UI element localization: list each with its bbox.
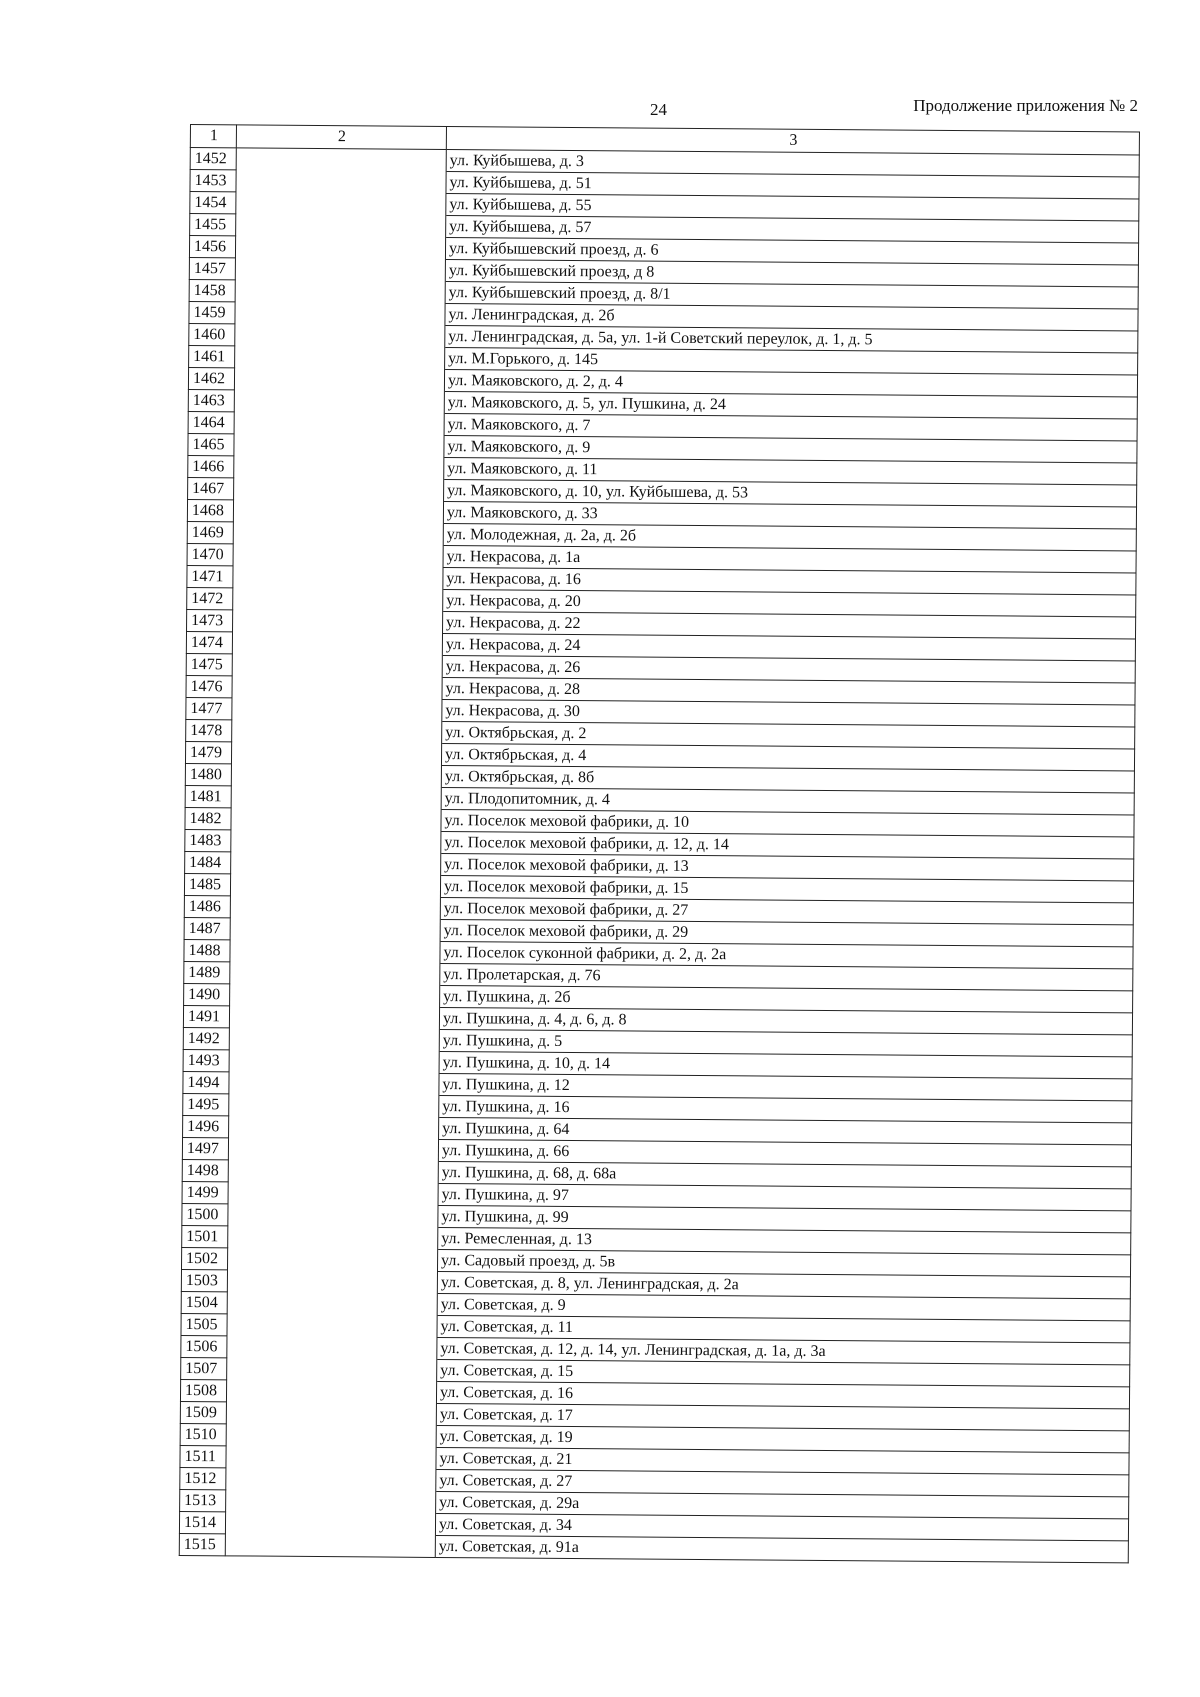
address-cell: ул. Пушкина, д. 97	[438, 1183, 1131, 1210]
address-cell: ул. Куйбышева, д. 57	[446, 216, 1139, 243]
address-cell: ул. Куйбышевский проезд, д. 6	[445, 238, 1138, 265]
row-number-cell: 1502	[182, 1247, 228, 1269]
empty-cell	[227, 1270, 437, 1294]
row-number-cell: 1454	[190, 192, 236, 214]
row-number-cell: 1486	[184, 895, 230, 917]
address-cell: ул. Советская, д. 17	[436, 1403, 1129, 1430]
row-number-cell: 1510	[180, 1423, 226, 1445]
page-number: 24	[650, 100, 667, 119]
column-header-2: 2	[236, 125, 446, 150]
address-cell: ул. Куйбышева, д. 3	[446, 150, 1139, 177]
empty-cell	[228, 1182, 438, 1206]
address-cell: ул. Советская, д. 9	[437, 1293, 1130, 1320]
address-cell: ул. Куйбышевский проезд, д 8	[445, 260, 1138, 287]
address-cell: ул. Маяковского, д. 5, ул. Пушкина, д. 24	[444, 392, 1137, 419]
row-number-cell: 1512	[180, 1467, 226, 1489]
empty-cell	[232, 676, 442, 700]
empty-cell	[229, 1116, 439, 1140]
row-number-cell: 1463	[188, 389, 234, 411]
row-number-cell: 1492	[183, 1027, 229, 1049]
empty-cell	[232, 654, 442, 678]
empty-cell	[234, 456, 444, 480]
row-number-cell: 1482	[185, 807, 231, 829]
row-number-cell: 1456	[189, 236, 235, 258]
empty-cell	[234, 412, 444, 436]
address-cell: ул. Советская, д. 8, ул. Ленинградская, д. 2а	[437, 1271, 1130, 1298]
empty-cell	[227, 1314, 437, 1338]
empty-cell	[235, 280, 445, 304]
address-cell: ул. Куйбышевский проезд, д. 8/1	[445, 282, 1138, 309]
address-cell: ул. Пушкина, д. 5	[439, 1029, 1132, 1056]
row-number-cell: 1489	[184, 961, 230, 983]
row-number-cell: 1496	[183, 1115, 229, 1137]
empty-cell	[235, 346, 445, 370]
row-number-cell: 1453	[190, 170, 236, 192]
row-number-cell: 1501	[182, 1225, 228, 1247]
row-number-cell: 1476	[186, 675, 232, 697]
address-cell: ул. Маяковского, д. 7	[444, 414, 1137, 441]
empty-cell	[226, 1402, 436, 1426]
address-cell: ул. Пушкина, д. 12	[439, 1073, 1132, 1100]
empty-cell	[227, 1336, 437, 1360]
address-cell: ул. Советская, д. 19	[436, 1425, 1129, 1452]
address-cell: ул. Советская, д. 91а	[435, 1535, 1128, 1562]
row-number-cell: 1485	[184, 873, 230, 895]
row-number-cell: 1506	[181, 1335, 227, 1357]
empty-cell	[231, 830, 441, 854]
row-number-cell: 1499	[182, 1181, 228, 1203]
empty-cell	[228, 1248, 438, 1272]
address-cell: ул. Советская, д. 12, д. 14, ул. Ленинградская, д. 1а, д. 3а	[437, 1337, 1130, 1364]
row-number-cell: 1455	[190, 214, 236, 236]
row-number-cell: 1474	[186, 631, 232, 653]
empty-cell	[235, 302, 445, 326]
empty-cell	[229, 1028, 439, 1052]
address-cell: ул. Поселок суконной фабрики, д. 2, д. 2а	[440, 941, 1133, 968]
row-number-cell: 1507	[181, 1357, 227, 1379]
empty-cell	[230, 940, 440, 964]
address-cell: ул. Советская, д. 27	[436, 1469, 1129, 1496]
address-cell: ул. Маяковского, д. 11	[444, 458, 1137, 485]
empty-cell	[236, 214, 446, 238]
row-number-cell: 1478	[186, 719, 232, 741]
address-cell: ул. Некрасова, д. 1а	[443, 546, 1136, 573]
empty-cell	[230, 962, 440, 986]
address-cell: ул. Пушкина, д. 4, д. 6, д. 8	[439, 1007, 1132, 1034]
empty-cell	[231, 764, 441, 788]
address-cell: ул. Октябрьская, д. 8б	[441, 765, 1134, 792]
address-cell: ул. Маяковского, д. 9	[444, 436, 1137, 463]
empty-cell	[230, 896, 440, 920]
row-number-cell: 1513	[180, 1489, 226, 1511]
appendix-continuation-label: Продолжение приложения № 2	[913, 96, 1138, 115]
address-cell: ул. Некрасова, д. 24	[442, 633, 1135, 660]
address-cell: ул. Пушкина, д. 66	[438, 1139, 1131, 1166]
row-number-cell: 1458	[189, 279, 235, 301]
empty-cell	[228, 1226, 438, 1250]
row-number-cell: 1514	[179, 1511, 225, 1533]
row-number-cell: 1505	[181, 1313, 227, 1335]
row-number-cell: 1459	[189, 301, 235, 323]
address-cell: ул. Некрасова, д. 30	[442, 699, 1135, 726]
empty-cell	[232, 632, 442, 656]
address-cell: ул. М.Горького, д. 145	[445, 348, 1138, 375]
empty-cell	[228, 1138, 438, 1162]
empty-cell	[228, 1160, 438, 1184]
row-number-cell: 1484	[185, 851, 231, 873]
row-number-cell: 1494	[183, 1071, 229, 1093]
empty-cell	[235, 258, 445, 282]
empty-cell	[226, 1446, 436, 1470]
row-number-cell: 1452	[190, 148, 236, 170]
row-number-cell: 1461	[189, 345, 235, 367]
row-number-cell: 1504	[181, 1291, 227, 1313]
row-number-cell: 1511	[180, 1445, 226, 1467]
address-cell: ул. Пушкина, д. 16	[439, 1095, 1132, 1122]
empty-cell	[232, 698, 442, 722]
row-number-cell: 1469	[187, 521, 233, 543]
address-cell: ул. Некрасова, д. 26	[442, 655, 1135, 682]
row-number-cell: 1500	[182, 1203, 228, 1225]
empty-cell	[233, 500, 443, 524]
row-number-cell: 1472	[187, 587, 233, 609]
address-cell: ул. Ремесленная, д. 13	[438, 1227, 1131, 1254]
address-cell: ул. Ленинградская, д. 2б	[445, 304, 1138, 331]
row-number-cell: 1464	[188, 411, 234, 433]
row-number-cell: 1490	[184, 983, 230, 1005]
row-number-cell: 1508	[180, 1379, 226, 1401]
address-cell: ул. Советская, д. 16	[436, 1381, 1129, 1408]
address-cell: ул. Некрасова, д. 16	[443, 568, 1136, 595]
empty-cell	[227, 1358, 437, 1382]
empty-cell	[231, 808, 441, 832]
row-number-cell: 1497	[182, 1137, 228, 1159]
row-number-cell: 1503	[181, 1269, 227, 1291]
address-cell: ул. Некрасова, д. 20	[443, 590, 1136, 617]
row-number-cell: 1460	[189, 323, 235, 345]
address-cell: ул. Советская, д. 34	[435, 1513, 1128, 1540]
address-cell: ул. Садовый проезд, д. 5в	[437, 1249, 1130, 1276]
row-number-cell: 1466	[188, 455, 234, 477]
row-number-cell: 1471	[187, 565, 233, 587]
empty-cell	[227, 1292, 437, 1316]
row-number-cell: 1487	[184, 917, 230, 939]
row-number-cell: 1495	[183, 1093, 229, 1115]
column-header-3: 3	[446, 127, 1139, 155]
empty-cell	[225, 1534, 435, 1558]
empty-cell	[234, 434, 444, 458]
address-cell: ул. Пушкина, д. 68, д. 68а	[438, 1161, 1131, 1188]
empty-cell	[229, 1006, 439, 1030]
empty-cell	[236, 192, 446, 216]
address-cell: ул. Пушкина, д. 2б	[440, 985, 1133, 1012]
row-number-cell: 1462	[188, 367, 234, 389]
empty-cell	[235, 324, 445, 348]
empty-cell	[232, 720, 442, 744]
empty-cell	[234, 390, 444, 414]
address-cell: ул. Пролетарская, д. 76	[440, 963, 1133, 990]
empty-cell	[230, 918, 440, 942]
column-header-1: 1	[190, 125, 236, 148]
empty-cell	[233, 566, 443, 590]
address-cell: ул. Поселок меховой фабрики, д. 13	[441, 853, 1134, 880]
empty-cell	[236, 148, 446, 172]
empty-cell	[229, 1050, 439, 1074]
address-table	[179, 124, 1140, 1563]
empty-cell	[234, 478, 444, 502]
address-cell: ул. Некрасова, д. 22	[443, 611, 1136, 638]
address-cell: ул. Пушкина, д. 10, д. 14	[439, 1051, 1132, 1078]
empty-cell	[235, 236, 445, 260]
address-cell: ул. Маяковского, д. 2, д. 4	[444, 370, 1137, 397]
address-cell: ул. Поселок меховой фабрики, д. 15	[440, 875, 1133, 902]
row-number-cell: 1479	[185, 741, 231, 763]
empty-cell	[231, 786, 441, 810]
address-cell: ул. Ленинградская, д. 5а, ул. 1-й Советский переулок, д. 1, д. 5	[445, 326, 1138, 353]
empty-cell	[231, 852, 441, 876]
empty-cell	[226, 1490, 436, 1514]
address-cell: ул. Маяковского, д. 10, ул. Куйбышева, д. 53	[444, 480, 1137, 507]
empty-cell	[226, 1380, 436, 1404]
row-number-cell: 1473	[187, 609, 233, 631]
address-cell: ул. Поселок меховой фабрики, д. 12, д. 14	[441, 831, 1134, 858]
row-number-cell: 1467	[188, 477, 234, 499]
row-number-cell: 1498	[182, 1159, 228, 1181]
address-cell: ул. Молодежная, д. 2а, д. 2б	[443, 524, 1136, 551]
address-cell: ул. Советская, д. 15	[437, 1359, 1130, 1386]
address-cell: ул. Поселок меховой фабрики, д. 27	[440, 897, 1133, 924]
address-cell: ул. Поселок меховой фабрики, д. 10	[441, 809, 1134, 836]
address-cell: ул. Куйбышева, д. 51	[446, 172, 1139, 199]
row-number-cell: 1470	[187, 543, 233, 565]
empty-cell	[229, 1094, 439, 1118]
empty-cell	[233, 610, 443, 634]
empty-cell	[233, 588, 443, 612]
address-table-body	[179, 125, 1139, 1563]
address-cell: ул. Поселок меховой фабрики, д. 29	[440, 919, 1133, 946]
empty-cell	[230, 874, 440, 898]
empty-cell	[226, 1424, 436, 1448]
address-cell: ул. Октябрьская, д. 4	[441, 743, 1134, 770]
empty-cell	[230, 984, 440, 1008]
row-number-cell: 1515	[179, 1533, 225, 1555]
row-number-cell: 1491	[183, 1005, 229, 1027]
row-number-cell: 1493	[183, 1049, 229, 1071]
address-cell: ул. Маяковского, д. 33	[443, 502, 1136, 529]
row-number-cell: 1475	[186, 653, 232, 675]
empty-cell	[225, 1512, 435, 1536]
address-cell: ул. Пушкина, д. 64	[439, 1117, 1132, 1144]
empty-cell	[233, 544, 443, 568]
row-number-cell: 1457	[189, 257, 235, 279]
empty-cell	[234, 368, 444, 392]
empty-cell	[226, 1468, 436, 1492]
row-number-cell: 1477	[186, 697, 232, 719]
empty-cell	[229, 1072, 439, 1096]
row-number-cell: 1465	[188, 433, 234, 455]
row-number-cell: 1468	[187, 499, 233, 521]
row-number-cell: 1488	[184, 939, 230, 961]
address-cell: ул. Плодопитомник, д. 4	[441, 787, 1134, 814]
empty-cell	[236, 170, 446, 194]
row-number-cell: 1509	[180, 1401, 226, 1423]
empty-cell	[228, 1204, 438, 1228]
empty-cell	[231, 742, 441, 766]
empty-cell	[233, 522, 443, 546]
row-number-cell: 1481	[185, 785, 231, 807]
address-cell: ул. Советская, д. 21	[436, 1447, 1129, 1474]
address-cell: ул. Советская, д. 29а	[436, 1491, 1129, 1518]
address-cell: ул. Некрасова, д. 28	[442, 677, 1135, 704]
row-number-cell: 1480	[185, 763, 231, 785]
address-cell: ул. Пушкина, д. 99	[438, 1205, 1131, 1232]
row-number-cell: 1483	[185, 829, 231, 851]
address-cell: ул. Советская, д. 11	[437, 1315, 1130, 1342]
address-cell: ул. Октябрьская, д. 2	[442, 721, 1135, 748]
address-cell: ул. Куйбышева, д. 55	[446, 194, 1139, 221]
